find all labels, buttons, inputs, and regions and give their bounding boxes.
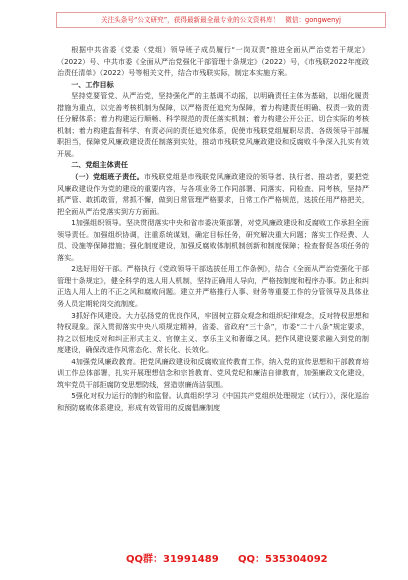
banner-promo-text: 关注头条号“公文研究”，获得最新最全最专业的公文资料库！ [100,16,280,24]
footer-contact [0,552,408,568]
list-item: 1加强组织领导。坚决贯彻落实中央和省市委决策部署，对党风廉政建设和反腐败工作承担全面领导责任。加强组织协调，注重系统谋划，确定目标任务，研究解决重大问题；落实工作经费、人员、设施等保障措施；强化制度建设，加强反腐败体制机制创新和制度保障；检查督促各项任务的落实。 [57,218,369,262]
list-item: 3抓好作风建设。大力弘扬党的优良作风，牢固树立群众观念和组织纪律观念，反对特权思想和特权现象。深入贯彻落实中央八项规定精神，省委、省政府“三十条”，市委“二十八条”规定要求，持之以恒地反对和纠正形式主义、官僚主义、享乐主义和奢靡之风。把作风建设要求融入到党的制度建设，确保改进作风常态化、常长化、长效化。 [57,310,369,355]
intro-paragraph: 根据中共省委《党委（党组）领导班子成员履行“一岗双责”推进全面从严治党若干规定》（2022）号、中共市委《全面从严治党强化干部管理十条规定》（2022）号，《市残联2022年度政治责任清单》（2022）号等相关文件，结合市残联实际，制定本实施方案。 [57,45,369,78]
qq-number-text: QQ：535304092 [238,554,328,565]
subsection-paragraph [57,171,369,217]
banner-wechat-text: 微信：gongwenyj [285,16,341,24]
section-heading-goals: 一、工作目标 [71,79,114,89]
list-item: 2选好用好干部。严格执行《党政领导干部选拔任用工作条例》，结合《全面从严治党强化干部管理十条规定》，健全科学的选人用人机制，坚持正确用人导向，严格按制度和程序办事。防止和纠正选人用人上的不正之风和腐败问题。建立并严格推行人事、财务等重要工作的分管领导及具体业务人员定期轮岗交流制度。 [57,264,369,309]
section-heading-responsibility: 二、党组主体责任 [71,160,128,170]
list-item: 4加强党风廉政教育。把党风廉政建设和反腐败宣传教育工作，纳入党的宣传思想和干部教育培训工作总体部署，扎实开展理想信念和宗旨教育、党风党纪和廉洁自律教育，加强廉政文化建设，筑牢党员干部拒腐防变思想防线，营造崇廉尚洁氛围。 [57,356,369,389]
header-banner [56,12,386,28]
subsection-heading: （一）党组班子责任。 [71,172,144,182]
goals-paragraph: 坚持党要管党、从严治党，坚持强化严的主基调不动摇，以明确责任主体为基础，以细化履责措施为重点，以完善考核机制为保障，以严格责任追究为保障，着力构建责任明确、权责一致的责任分解体系；着力构建运行顺畅、科学规范的责任落实机制；着力构建公开公正、切合实际的考核机制；着力构建监督科学、有责必问的责任追究体系，促使市残联党组履职尽责、各级领导干部履职担当，保障党风廉政建设责任制落到实处，推动市残联党风廉政建设和反腐败斗争深入扎实有效开展。 [57,91,369,158]
document-body [57,44,369,414]
qq-group-text: QQ群：31991489 [126,554,219,565]
list-item: 5强化对权力运行的制约和监督。认真组织学习《中国共产党组织处理规定（试行）》，深化巡治和预防腐败体系建设，形成有效管用的反腐倡廉制度 [57,391,369,412]
subsection-text: 市残联党组是市残联党风廉政建设的领导者、执行者、推动者，要把党风廉政建设作为党的建设的重要内容，与各项业务工作同部署、同落实、同检查、同考核，坚持严抓严管、敢抓敢管，常抓不懈，做到日常管理严格要求，日常工作严格规范，选拔任用严格把关，把全面从严治党落实到方方面面。 [57,172,370,216]
